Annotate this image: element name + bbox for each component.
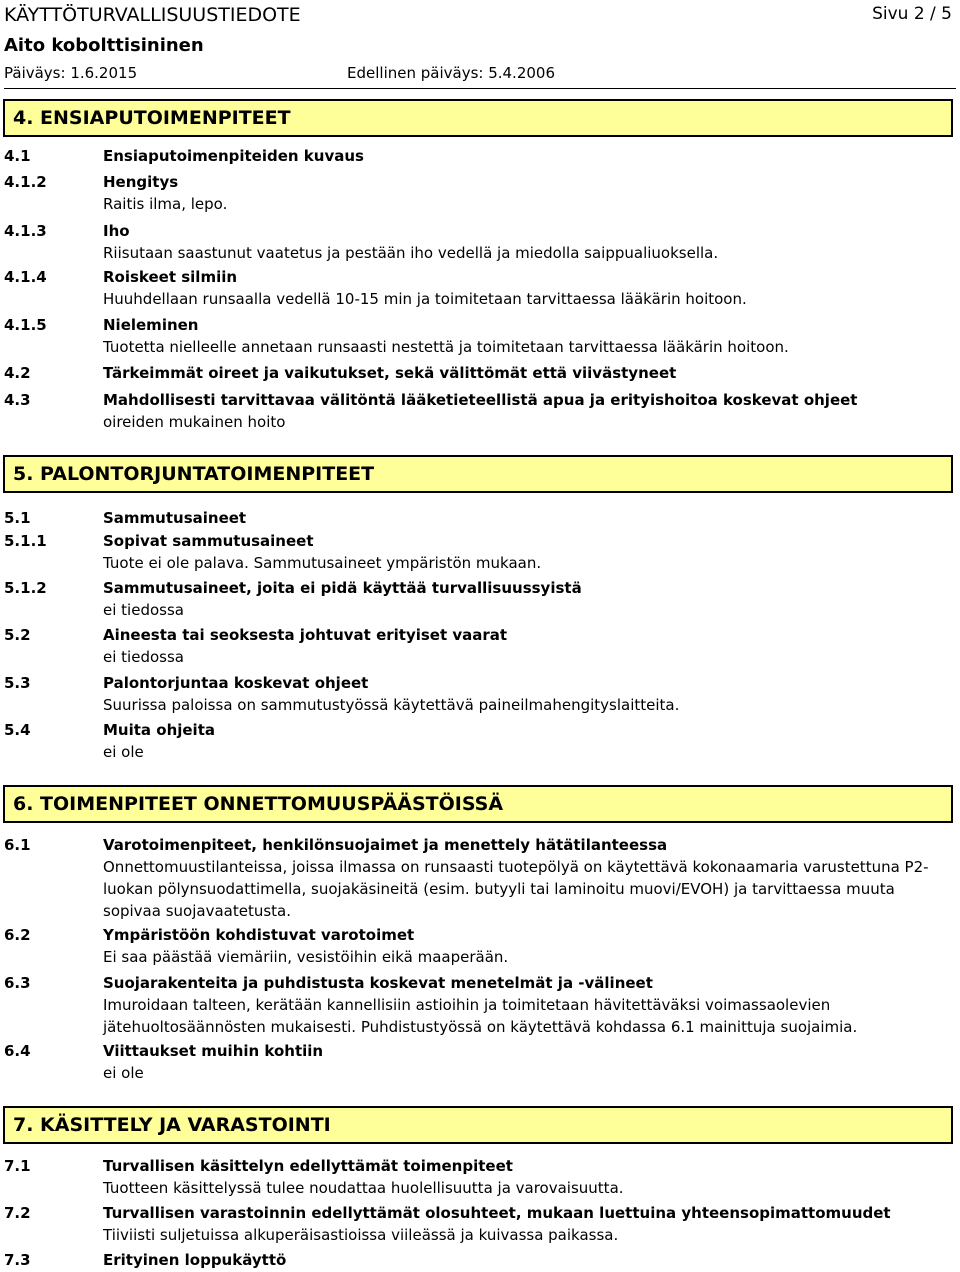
subsection-number: 4.3 (4, 391, 31, 409)
subsection-title: Tärkeimmät oireet ja vaikutukset, sekä välittömät että viivästyneet (103, 364, 677, 382)
subsection-number: 5.3 (4, 674, 31, 692)
subsection-5-3 (4, 672, 954, 716)
subsection-text: ei tiedossa (103, 648, 184, 666)
subsection-title: Turvallisen käsittelyn edellyttämät toimenpiteet (103, 1157, 513, 1175)
subsection-4-1-4 (4, 266, 954, 310)
subsection-5-2 (4, 624, 954, 668)
subsection-number: 7.2 (4, 1204, 31, 1222)
subsection-number: 6.3 (4, 974, 31, 992)
subsection-4-2 (4, 362, 954, 384)
subsection-number: 4.1.5 (4, 316, 47, 334)
subsection-6-4 (4, 1040, 954, 1084)
section-heading-6: 6. TOIMENPITEET ONNETTOMUUSPÄÄSTÖISSÄ (3, 785, 953, 823)
subsection-7-1 (4, 1155, 954, 1199)
subsection-text: Imuroidaan talteen, kerätään kannellisiin astioihin ja toimitetaan hävitettäväksi voimassaolevien jätehuoltosäännösten mukaisesti. Puhdistustyössä on käytettävä kohdassa 6.1 mainittuja suojaimia. (103, 996, 858, 1036)
subsection-title: Mahdollisesti tarvittavaa välitöntä lääketieteellistä apua ja erityishoitoa koskevat ohjeet (103, 391, 858, 409)
subsection-number: 4.1 (4, 147, 31, 165)
subsection-4-1-2 (4, 171, 954, 215)
subsection-text: Suurissa paloissa on sammutustyössä käytettävä paineilmahengityslaitteita. (103, 696, 680, 714)
subsection-text: Ei saa päästää viemäriin, vesistöihin eikä maaperään. (103, 948, 509, 966)
subsection-title: Sopivat sammutusaineet (103, 532, 314, 550)
header-divider (4, 88, 956, 89)
subsection-number: 6.1 (4, 836, 31, 854)
subsection-title: Ensiaputoimenpiteiden kuvaus (103, 147, 364, 165)
subsection-4-1-3 (4, 220, 954, 264)
subsection-text: Onnettomuustilanteissa, joissa ilmassa on runsaasti tuotepölyä on käytettävä kokonaamaria varustettuna P2-luokan pölynsuodattimella, suojakäsineitä (esim. butyyli tai laminoitu muovi/EVOH) ja tarvittaessa muuta sopivaa suojavaatetusta. (103, 858, 929, 920)
subsection-title: Varotoimenpiteet, henkilönsuojaimet ja menettely hätätilanteessa (103, 836, 668, 854)
subsection-7-2 (4, 1202, 954, 1246)
subsection-title: Aineesta tai seoksesta johtuvat erityiset vaarat (103, 626, 508, 644)
subsection-title: Ympäristöön kohdistuvat varotoimet (103, 926, 415, 944)
subsection-number: 5.1 (4, 509, 31, 527)
subsection-text: ei tiedossa (103, 601, 184, 619)
subsection-number: 5.2 (4, 626, 31, 644)
subsection-5-1-1 (4, 530, 954, 574)
subsection-5-4 (4, 719, 954, 763)
subsection-4-1-5 (4, 314, 954, 358)
page-number: Sivu 2 / 5 (872, 4, 952, 24)
subsection-text: oireiden mukainen hoito (103, 413, 286, 431)
product-name: Aito kobolttisininen (4, 35, 204, 56)
subsection-text: Huuhdellaan runsaalla vedellä 10-15 min ja toimitetaan tarvittaessa lääkärin hoitoon. (103, 290, 747, 308)
subsection-title: Sammutusaineet (103, 509, 247, 527)
subsection-title: Erityinen loppukäyttö (103, 1251, 287, 1269)
subsection-number: 5.1.2 (4, 579, 47, 597)
subsection-text: Riisutaan saastunut vaatetus ja pestään iho vedellä ja miedolla saippualiuoksella. (103, 244, 719, 262)
subsection-title: Turvallisen varastoinnin edellyttämät olosuhteet, mukaan luettuina yhteensopimattomuudet (103, 1204, 891, 1222)
previous-date: Edellinen päiväys: 5.4.2006 (347, 64, 556, 82)
subsection-5-1-2 (4, 577, 954, 621)
subsection-number: 7.3 (4, 1251, 31, 1269)
subsection-text: Tuote ei ole palava. Sammutusaineet ympäristön mukaan. (103, 554, 542, 572)
subsection-number: 4.2 (4, 364, 31, 382)
subsection-7-3 (4, 1249, 954, 1271)
section-heading-5: 5. PALONTORJUNTATOIMENPITEET (3, 455, 953, 493)
subsection-title: Suojarakenteita ja puhdistusta koskevat menetelmät ja -välineet (103, 974, 653, 992)
subsection-5-1 (4, 507, 954, 529)
subsection-text: Tuotteen käsittelyssä tulee noudattaa huolellisuutta ja varovaisuutta. (103, 1179, 624, 1197)
subsection-text: Tuotetta nielleelle annetaan runsaasti nestettä ja toimitetaan tarvittaessa lääkärin hoitoon. (103, 338, 789, 356)
subsection-number: 4.1.2 (4, 173, 47, 191)
subsection-number: 4.1.3 (4, 222, 47, 240)
subsection-6-3 (4, 972, 954, 1038)
subsection-title: Palontorjuntaa koskevat ohjeet (103, 674, 369, 692)
subsection-text: ei ole (103, 743, 144, 761)
subsection-title: Muita ohjeita (103, 721, 215, 739)
subsection-6-2 (4, 924, 954, 968)
subsection-4-1 (4, 145, 954, 167)
subsection-title: Nieleminen (103, 316, 199, 334)
subsection-4-3 (4, 389, 954, 433)
issue-date: Päiväys: 1.6.2015 (4, 64, 138, 82)
section-heading-4: 4. ENSIAPUTOIMENPITEET (3, 99, 953, 137)
subsection-title: Viittaukset muihin kohtiin (103, 1042, 324, 1060)
subsection-number: 7.1 (4, 1157, 31, 1175)
subsection-title: Roiskeet silmiin (103, 268, 238, 286)
subsection-number: 4.1.4 (4, 268, 47, 286)
subsection-title: Sammutusaineet, joita ei pidä käyttää turvallisuussyistä (103, 579, 582, 597)
subsection-title: Hengitys (103, 173, 179, 191)
subsection-number: 6.4 (4, 1042, 31, 1060)
subsection-number: 5.1.1 (4, 532, 47, 550)
subsection-text: ei ole (103, 1064, 144, 1082)
document-title: KÄYTTÖTURVALLISUUSTIEDOTE (4, 4, 301, 26)
subsection-text: Raitis ilma, lepo. (103, 195, 228, 213)
section-heading-7: 7. KÄSITTELY JA VARASTOINTI (3, 1106, 953, 1144)
subsection-text: Tiiviisti suljetuissa alkuperäisastioissa viileässä ja kuivassa paikassa. (103, 1226, 619, 1244)
subsection-6-1 (4, 834, 954, 922)
subsection-number: 5.4 (4, 721, 31, 739)
subsection-number: 6.2 (4, 926, 31, 944)
subsection-title: Iho (103, 222, 130, 240)
